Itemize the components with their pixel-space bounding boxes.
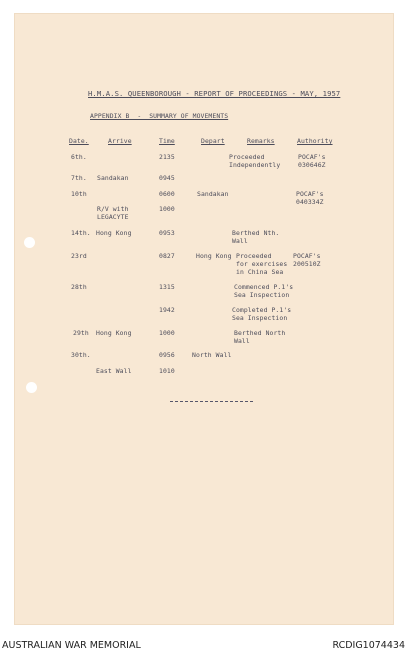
row-time: 0945 bbox=[159, 174, 175, 182]
row-date: 14th. bbox=[71, 229, 91, 237]
row-date: 23rd bbox=[71, 252, 87, 260]
row-date: 30th. bbox=[71, 351, 91, 359]
row-authority: POCAF's 200510Z bbox=[293, 252, 321, 268]
row-date: 10th bbox=[71, 190, 87, 198]
row-remarks: Proceeded for exercises in China Sea bbox=[236, 252, 288, 276]
archive-credit: AUSTRALIAN WAR MEMORIAL bbox=[2, 640, 141, 651]
row-arrive: Hong Kong bbox=[96, 329, 132, 337]
row-arrive: R/V with LEGACYTE bbox=[97, 205, 129, 221]
row-time: 1942 bbox=[159, 306, 175, 314]
row-depart: North Wall bbox=[192, 351, 232, 359]
row-remarks: Commenced P.1's Sea Inspection bbox=[234, 283, 294, 299]
row-date: 28th bbox=[71, 283, 87, 291]
document-title: H.M.A.S. QUEENBOROUGH - REPORT OF PROCEEDINGS - MAY, 1957 bbox=[88, 89, 341, 98]
row-remarks: Completed P.1's Sea Inspection bbox=[232, 306, 292, 322]
row-time: 1000 bbox=[159, 205, 175, 213]
column-header-date: Date. bbox=[69, 137, 89, 145]
row-arrive: Sandakan bbox=[97, 174, 129, 182]
punch-hole bbox=[26, 382, 37, 393]
row-time: 1315 bbox=[159, 283, 175, 291]
row-time: 0953 bbox=[159, 229, 175, 237]
column-header-authority: Authority bbox=[297, 137, 333, 145]
row-date: 7th. bbox=[71, 174, 87, 182]
closing-separator bbox=[170, 401, 253, 402]
row-arrive: East Wall bbox=[96, 367, 132, 375]
column-header-remarks: Remarks bbox=[247, 137, 275, 145]
row-authority: POCAF's 040334Z bbox=[296, 190, 324, 206]
row-time: 0827 bbox=[159, 252, 175, 260]
row-date: 6th. bbox=[71, 153, 87, 161]
row-time: 0600 bbox=[159, 190, 175, 198]
row-remarks: Berthed Nth. Wall bbox=[232, 229, 280, 245]
row-time: 0956 bbox=[159, 351, 175, 359]
column-header-time: Time bbox=[159, 137, 175, 145]
row-depart: Hong Kong bbox=[196, 252, 232, 260]
column-header-arrive: Arrive bbox=[108, 137, 132, 145]
column-header-depart: Depart bbox=[201, 137, 225, 145]
row-time: 1000 bbox=[159, 329, 175, 337]
row-authority: POCAF's 030646Z bbox=[298, 153, 326, 169]
row-remarks: Berthed North Wall bbox=[234, 329, 286, 345]
punch-hole bbox=[24, 237, 35, 248]
row-time: 1010 bbox=[159, 367, 175, 375]
document-page bbox=[14, 13, 394, 625]
row-depart: Sandakan bbox=[197, 190, 229, 198]
archive-reference-number: RCDIG1074434 bbox=[332, 640, 405, 651]
row-remarks: Proceeded Independently bbox=[229, 153, 281, 169]
document-subtitle: APPENDIX B - SUMMARY OF MOVEMENTS bbox=[90, 112, 229, 120]
row-arrive: Hong Kong bbox=[96, 229, 132, 237]
row-time: 2135 bbox=[159, 153, 175, 161]
row-date: 29th bbox=[73, 329, 89, 337]
